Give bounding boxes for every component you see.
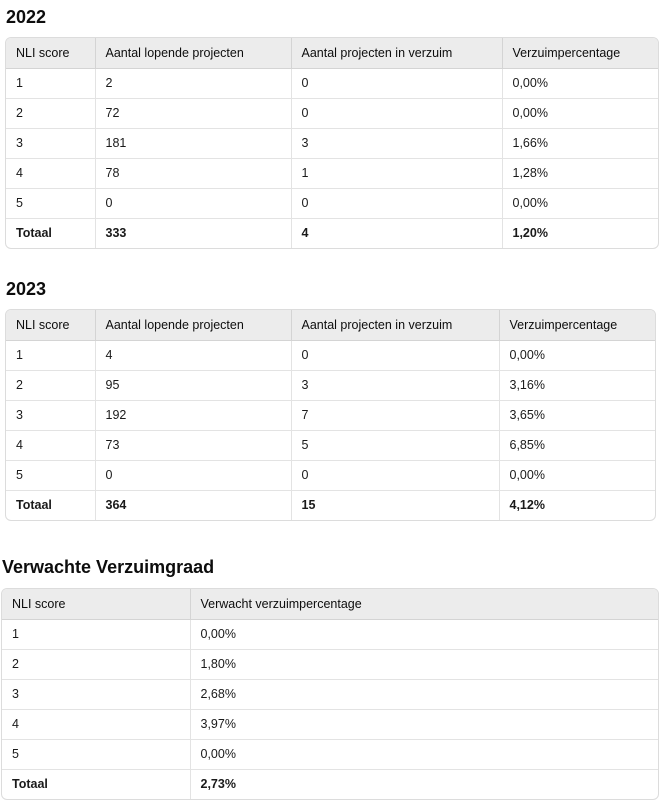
cell-total-label: Totaal — [6, 490, 95, 520]
cell-nli-score: 1 — [2, 619, 190, 649]
header-verzuimpercentage: Verzuimpercentage — [499, 310, 655, 340]
cell-projecten-in-verzuim: 0 — [291, 340, 499, 370]
cell-lopende-projecten: 78 — [95, 158, 291, 188]
cell-projecten-in-verzuim: 1 — [291, 158, 502, 188]
table-row — [6, 68, 658, 98]
cell-total-verzuimpercentage: 4,12% — [509, 498, 545, 513]
cell-total-projecten-in-verzuim: 15 — [291, 490, 499, 520]
cell-total-verwacht-verzuimpercentage: 2,73% — [200, 777, 236, 792]
cell-total-verzuimpercentage: 1,20% — [512, 226, 548, 241]
cell-projecten-in-verzuim: 5 — [291, 430, 499, 460]
cell-lopende-projecten: 73 — [95, 430, 291, 460]
header-aantal-projecten-in-verzuim: Aantal projecten in verzuim — [291, 38, 502, 68]
cell-total-lopende-projecten: 333 — [95, 218, 291, 248]
cell-lopende-projecten: 2 — [95, 68, 291, 98]
cell-verzuimpercentage: 0,00% — [502, 98, 658, 128]
cell-projecten-in-verzuim: 3 — [291, 128, 502, 158]
table-row — [6, 400, 655, 430]
table-row — [6, 340, 655, 370]
cell-nli-score: 5 — [2, 739, 190, 769]
cell-nli-score: 3 — [6, 128, 95, 158]
table-verwachte-verzuimgraad — [1, 588, 659, 800]
cell-verzuimpercentage: 0,00% — [502, 68, 658, 98]
cell-verzuimpercentage: 3,16% — [499, 370, 655, 400]
header-verzuimpercentage: Verzuimpercentage — [502, 38, 658, 68]
cell-verzuimpercentage: 0,00% — [499, 340, 655, 370]
table-row — [2, 619, 658, 649]
table-row — [2, 679, 658, 709]
table-header-row — [6, 310, 655, 340]
table-row — [6, 158, 658, 188]
cell-total-label: Totaal — [2, 769, 190, 799]
cell-lopende-projecten: 72 — [95, 98, 291, 128]
header-aantal-projecten-in-verzuim: Aantal projecten in verzuim — [291, 310, 499, 340]
cell-verwacht-verzuimpercentage: 2,68% — [190, 679, 658, 709]
cell-verwacht-verzuimpercentage: 0,00% — [190, 739, 658, 769]
header-nli-score: NLI score — [2, 589, 190, 619]
table-row — [2, 739, 658, 769]
cell-projecten-in-verzuim: 0 — [291, 188, 502, 218]
cell-projecten-in-verzuim: 0 — [291, 98, 502, 128]
table-2022 — [5, 37, 659, 249]
table-total-row — [2, 769, 658, 799]
table-total-row — [6, 490, 655, 520]
section-title-verwachte-verzuimgraad: Verwachte Verzuimgraad — [2, 557, 215, 577]
cell-nli-score: 4 — [6, 158, 95, 188]
cell-nli-score: 2 — [6, 98, 95, 128]
cell-total-projecten-in-verzuim: 4 — [291, 218, 502, 248]
table-row — [6, 430, 655, 460]
cell-projecten-in-verzuim: 0 — [291, 460, 499, 490]
cell-lopende-projecten: 181 — [95, 128, 291, 158]
table-row — [6, 98, 658, 128]
cell-lopende-projecten: 0 — [95, 188, 291, 218]
cell-projecten-in-verzuim: 3 — [291, 370, 499, 400]
cell-nli-score: 4 — [6, 430, 95, 460]
table-row — [6, 128, 658, 158]
cell-verzuimpercentage: 0,00% — [499, 460, 655, 490]
cell-total-lopende-projecten: 364 — [95, 490, 291, 520]
section-title-2023: 2023 — [6, 279, 47, 299]
cell-lopende-projecten: 192 — [95, 400, 291, 430]
header-verwacht-verzuimpercentage: Verwacht verzuimpercentage — [190, 589, 658, 619]
cell-nli-score: 3 — [2, 679, 190, 709]
cell-verzuimpercentage: 1,66% — [502, 128, 658, 158]
table-2023 — [5, 309, 656, 521]
header-aantal-lopende-projecten: Aantal lopende projecten — [95, 310, 291, 340]
cell-lopende-projecten: 4 — [95, 340, 291, 370]
header-nli-score: NLI score — [6, 38, 95, 68]
table-row — [2, 649, 658, 679]
table-row — [6, 370, 655, 400]
cell-nli-score: 3 — [6, 400, 95, 430]
table-row — [6, 460, 655, 490]
table-header-row — [6, 38, 658, 68]
cell-verzuimpercentage: 6,85% — [499, 430, 655, 460]
cell-nli-score: 2 — [6, 370, 95, 400]
cell-nli-score: 1 — [6, 68, 95, 98]
header-nli-score: NLI score — [6, 310, 95, 340]
cell-total-label: Totaal — [6, 218, 95, 248]
cell-verzuimpercentage: 3,65% — [499, 400, 655, 430]
cell-nli-score: 5 — [6, 460, 95, 490]
cell-projecten-in-verzuim: 7 — [291, 400, 499, 430]
table-total-row — [6, 218, 658, 248]
table-row — [6, 188, 658, 218]
cell-verwacht-verzuimpercentage: 0,00% — [190, 619, 658, 649]
cell-verzuimpercentage: 1,28% — [502, 158, 658, 188]
cell-nli-score: 2 — [2, 649, 190, 679]
header-aantal-lopende-projecten: Aantal lopende projecten — [95, 38, 291, 68]
cell-nli-score: 1 — [6, 340, 95, 370]
cell-projecten-in-verzuim: 0 — [291, 68, 502, 98]
cell-nli-score: 4 — [2, 709, 190, 739]
cell-verzuimpercentage: 0,00% — [502, 188, 658, 218]
cell-verwacht-verzuimpercentage: 1,80% — [190, 649, 658, 679]
cell-lopende-projecten: 95 — [95, 370, 291, 400]
cell-verwacht-verzuimpercentage: 3,97% — [190, 709, 658, 739]
cell-nli-score: 5 — [6, 188, 95, 218]
table-row — [2, 709, 658, 739]
cell-lopende-projecten: 0 — [95, 460, 291, 490]
section-title-2022: 2022 — [6, 7, 47, 27]
table-header-row — [2, 589, 658, 619]
